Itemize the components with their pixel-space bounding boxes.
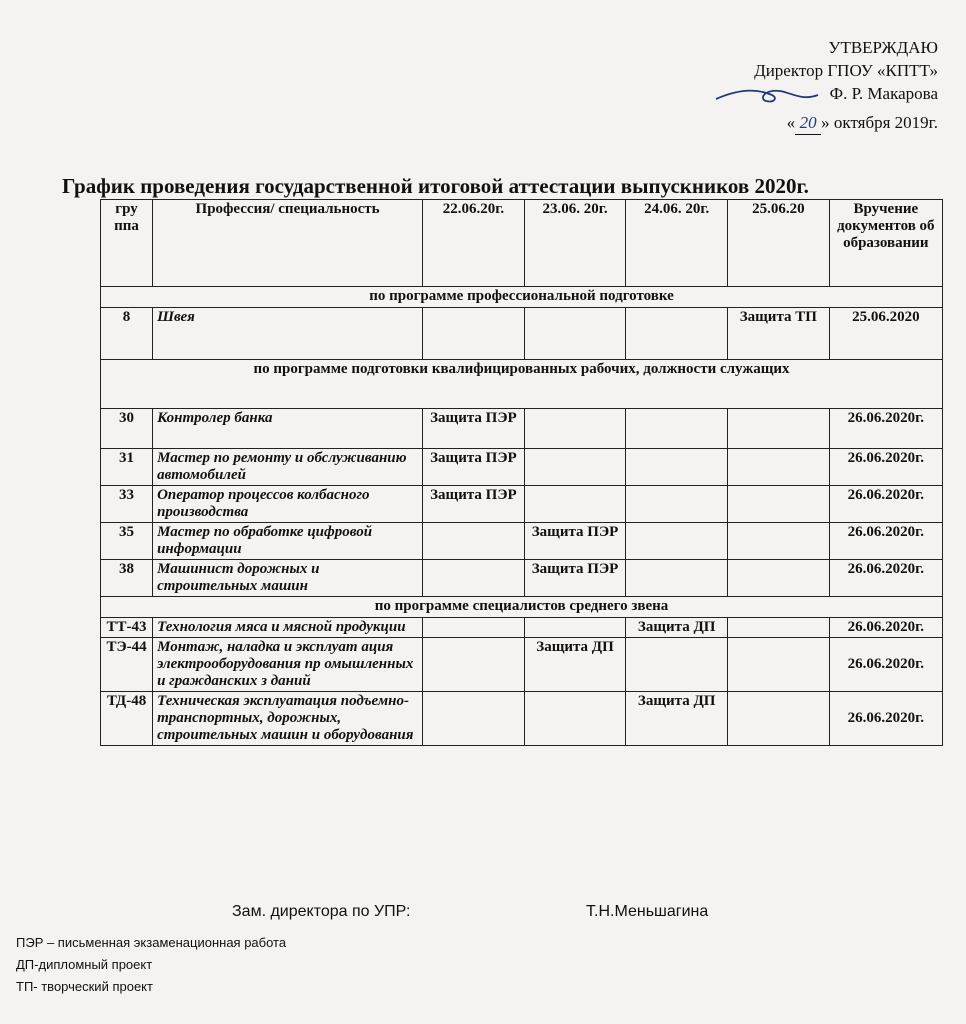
cell-date-2	[524, 618, 626, 638]
table-header-row	[101, 200, 943, 287]
cell-date-4: Защита ТП	[728, 308, 830, 360]
cell-date-4	[728, 692, 830, 746]
cell-issue: 25.06.2020	[829, 308, 942, 360]
table-row	[101, 308, 943, 360]
cell-date-2: Защита ДП	[524, 638, 626, 692]
legend-item: ПЭР – письменная экзаменационная работа	[16, 935, 287, 950]
cell-date-1	[423, 692, 525, 746]
cell-issue: 26.06.2020г.	[829, 486, 942, 523]
approval-date-day: 20	[795, 111, 821, 135]
cell-date-3	[626, 449, 728, 486]
cell-issue: 26.06.2020г.	[829, 638, 942, 692]
cell-date-3	[626, 560, 728, 597]
cell-date-1	[423, 308, 525, 360]
cell-date-1	[423, 638, 525, 692]
section-title: по программе подготовки квалифицированных рабочих, должности служащих	[101, 360, 943, 409]
cell-date-1: Защита ПЭР	[423, 449, 525, 486]
deputy-name: Т.Н.Меньшагина	[586, 903, 709, 920]
cell-group: 30	[101, 409, 153, 449]
table-row	[101, 560, 943, 597]
cell-date-2: Защита ПЭР	[524, 560, 626, 597]
header-date-2: 23.06. 20г.	[524, 200, 626, 287]
header-profession: Профессия/ специальность	[153, 200, 423, 287]
cell-date-1: Защита ПЭР	[423, 486, 525, 523]
cell-profession: Мастер по ремонту и обслуживанию автомобилей	[153, 449, 423, 486]
approver-name: Ф. Р. Макарова	[829, 84, 938, 103]
cell-date-2	[524, 308, 626, 360]
cell-profession: Монтаж, наладка и эксплуат ация электрооборудования пр омышленных и гражданских з даний	[153, 638, 423, 692]
cell-date-2	[524, 449, 626, 486]
cell-date-4	[728, 449, 830, 486]
cell-group: 8	[101, 308, 153, 360]
cell-issue: 26.06.2020г.	[829, 449, 942, 486]
table-row	[101, 486, 943, 523]
table-row	[101, 409, 943, 449]
cell-date-4	[728, 638, 830, 692]
cell-group: 38	[101, 560, 153, 597]
approve-word: УТВЕРЖДАЮ	[828, 38, 938, 57]
cell-date-1	[423, 560, 525, 597]
cell-date-4	[728, 523, 830, 560]
legend-item: ДП-дипломный проект	[16, 957, 153, 972]
cell-date-4	[728, 409, 830, 449]
cell-profession: Швея	[153, 308, 423, 360]
table-row	[101, 618, 943, 638]
header-issue: Вручение документов об образовании	[829, 200, 942, 287]
cell-profession: Машинист дорожных и строительных машин	[153, 560, 423, 597]
signature-graphic	[714, 83, 824, 105]
legend	[16, 932, 286, 998]
cell-group: ТЭ-44	[101, 638, 153, 692]
header-group: гру ппа	[101, 200, 153, 287]
cell-date-4	[728, 486, 830, 523]
section-title: по программе специалистов среднего звена	[101, 597, 943, 618]
cell-group: ТД-48	[101, 692, 153, 746]
cell-date-2: Защита ПЭР	[524, 523, 626, 560]
cell-issue: 26.06.2020г.	[829, 560, 942, 597]
header-date-1: 22.06.20г.	[423, 200, 525, 287]
cell-group: 33	[101, 486, 153, 523]
approval-block	[714, 36, 938, 135]
section-row	[101, 287, 943, 308]
cell-profession: Техническая эксплуатация подъемно-транспортных, дорожных, строительных машин и оборудования	[153, 692, 423, 746]
section-row	[101, 597, 943, 618]
cell-date-3	[626, 409, 728, 449]
cell-date-2	[524, 486, 626, 523]
cell-date-3	[626, 638, 728, 692]
deputy-title: Зам. директора по УПР:	[232, 903, 411, 920]
table-row	[101, 449, 943, 486]
cell-date-2	[524, 692, 626, 746]
deputy-signature-line	[232, 903, 709, 921]
cell-issue: 26.06.2020г.	[829, 618, 942, 638]
cell-date-3	[626, 308, 728, 360]
section-row	[101, 360, 943, 409]
cell-issue: 26.06.2020г.	[829, 523, 942, 560]
cell-date-3: Защита ДП	[626, 692, 728, 746]
cell-date-1	[423, 523, 525, 560]
table-row	[101, 638, 943, 692]
header-date-4: 25.06.20	[728, 200, 830, 287]
approval-date: « 20 » октября 2019г.	[714, 111, 938, 135]
cell-date-4	[728, 560, 830, 597]
cell-issue: 26.06.2020г.	[829, 692, 942, 746]
cell-date-4	[728, 618, 830, 638]
cell-issue: 26.06.2020г.	[829, 409, 942, 449]
header-date-3: 24.06. 20г.	[626, 200, 728, 287]
legend-item: ТП- творческий проект	[16, 979, 153, 994]
table-row	[101, 692, 943, 746]
cell-date-3	[626, 523, 728, 560]
cell-date-1: Защита ПЭР	[423, 409, 525, 449]
table-row	[101, 523, 943, 560]
cell-date-3: Защита ДП	[626, 618, 728, 638]
schedule-table	[100, 199, 943, 746]
cell-date-2	[524, 409, 626, 449]
cell-group: 31	[101, 449, 153, 486]
cell-profession: Технология мяса и мясной продукции	[153, 618, 423, 638]
cell-date-3	[626, 486, 728, 523]
cell-group: 35	[101, 523, 153, 560]
cell-date-1	[423, 618, 525, 638]
cell-profession: Контролер банка	[153, 409, 423, 449]
section-title: по программе профессиональной подготовке	[101, 287, 943, 308]
document-title: График проведения государственной итоговой аттестации выпускников 2020г.	[62, 174, 809, 198]
cell-profession: Оператор процессов колбасного производства	[153, 486, 423, 523]
cell-group: ТТ-43	[101, 618, 153, 638]
approver-position: Директор ГПОУ «КПТТ»	[754, 61, 938, 80]
cell-profession: Мастер по обработке цифровой информации	[153, 523, 423, 560]
